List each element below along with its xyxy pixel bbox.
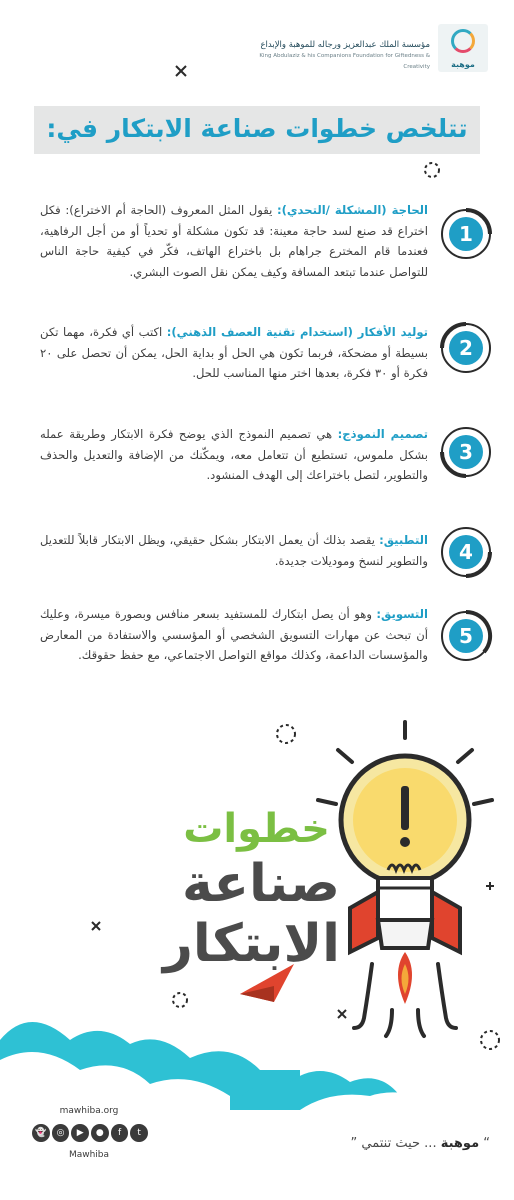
step-3-badge — [438, 424, 494, 480]
step-4-body: يقصد بذلك أن يعمل الابتكار بشكل حقيقي، ويظل الابتكار قابلاً للتعديل والتطوير لنسخ وموديلات جديدة. — [40, 533, 428, 568]
foundation-logo — [438, 24, 488, 72]
footer-website[interactable]: mawhiba.org — [59, 1106, 119, 1116]
step-5-heading: التسويق: — [376, 607, 428, 621]
step-3-body: هي تصميم النموذج الذي يوضح فكرة الابتكار وطريقة عمله بشكل ملموس، تستطيع أن تتعامل معه، ويمكّنك من الإضافة والتعديل والحذف والتطوير، لتصل باختراعك إلى الهدف المنشود. — [40, 427, 428, 483]
step-2-body: اكتب أي فكرة، مهما تكن بسيطة أو مضحكة، فربما تكون هي الحل أو بداية الحل، يمكن أن تحصل على ٢٠ فكرة أو ٣٠ فكرة، بعدها اختر منها المناسب للحل. — [40, 325, 428, 381]
footer-brand: Mawhiba — [68, 1150, 110, 1160]
org-name-ar: مؤسسة الملك عبدالعزيز ورجاله للموهبة والإبداع — [260, 40, 430, 50]
flickr-icon[interactable]: ● — [91, 1124, 109, 1142]
clouds-decoration — [0, 1000, 514, 1110]
step-5-text — [40, 604, 428, 666]
step-1-badge — [438, 206, 494, 262]
facebook-icon[interactable]: f — [111, 1124, 129, 1142]
twitter-icon[interactable]: t — [130, 1124, 148, 1142]
logo-text: موهبة — [451, 60, 475, 69]
poster-word-innovation: صناعة الابتكار — [163, 854, 340, 974]
step-2-badge — [438, 320, 494, 376]
dotted-circle-icon — [425, 163, 439, 177]
step-4-badge — [438, 524, 494, 580]
social-icons — [32, 1124, 148, 1146]
step-4-text — [40, 530, 428, 571]
svg-text:1: 1 — [459, 222, 473, 246]
step-1-text — [40, 200, 428, 282]
organization-name — [250, 40, 430, 73]
page-title: تتلخص خطوات صناعة الابتكار في: — [46, 114, 468, 143]
slogan-text: ... حيث تنتمي — [361, 1136, 441, 1151]
svg-text:2: 2 — [459, 336, 473, 360]
step-1-heading: الحاجة (المشكلة /التحدي): — [277, 203, 428, 217]
step-3-text — [40, 424, 428, 486]
slogan-brand: موهبة — [440, 1136, 480, 1151]
org-name-en: King Abdulaziz & his Companions Foundation for Giftedness & Creativity — [259, 53, 430, 70]
instagram-icon[interactable]: ◎ — [52, 1124, 70, 1142]
youtube-icon[interactable]: ▶ — [71, 1124, 89, 1142]
step-5-badge — [438, 608, 494, 664]
step-5-body: وهو أن يصل ابتكارك للمستفيد بسعر منافس وبصورة ميسرة، وعليك أن تبحث عن مهارات التسويق الشخصي أو المؤسسي والاستفادة من المعارض والمؤسسات الداعمة، وكذلك مواقع التواصل الاجتماعي، مع حفظ حقوقك. — [40, 607, 428, 663]
svg-text:5: 5 — [459, 624, 473, 648]
footer-slogan: “ موهبة ... حيث تنتمي ” — [350, 1136, 490, 1151]
step-1-body: يقول المثل المعروف (الحاجة أم الاختراع): فكل اختراع قد صنع لسد حاجة معينة: قد تكون مشكلة أو تحدياً أو من أجل الرفاهية، فعندما قام المخترع جراهام بل باختراع الهاتف، فكّر في كيفية حاجة الناس للتواصل عندما تبتعد المسافة وكيف يمكن نقل الصوت البشري. — [40, 203, 428, 279]
snapchat-icon[interactable]: 👻 — [32, 1124, 50, 1142]
logo-ring-icon — [451, 29, 475, 53]
step-4-heading: التطبيق: — [379, 533, 428, 547]
poster-word-steps: خطوات — [183, 806, 330, 852]
svg-text:4: 4 — [459, 540, 473, 564]
step-2-heading: توليد الأفكار (استخدام تقنية العصف الذهني): — [166, 325, 428, 339]
step-2-text — [40, 322, 428, 384]
step-3-heading: تصميم النموذج: — [337, 427, 428, 441]
svg-text:3: 3 — [459, 440, 473, 464]
